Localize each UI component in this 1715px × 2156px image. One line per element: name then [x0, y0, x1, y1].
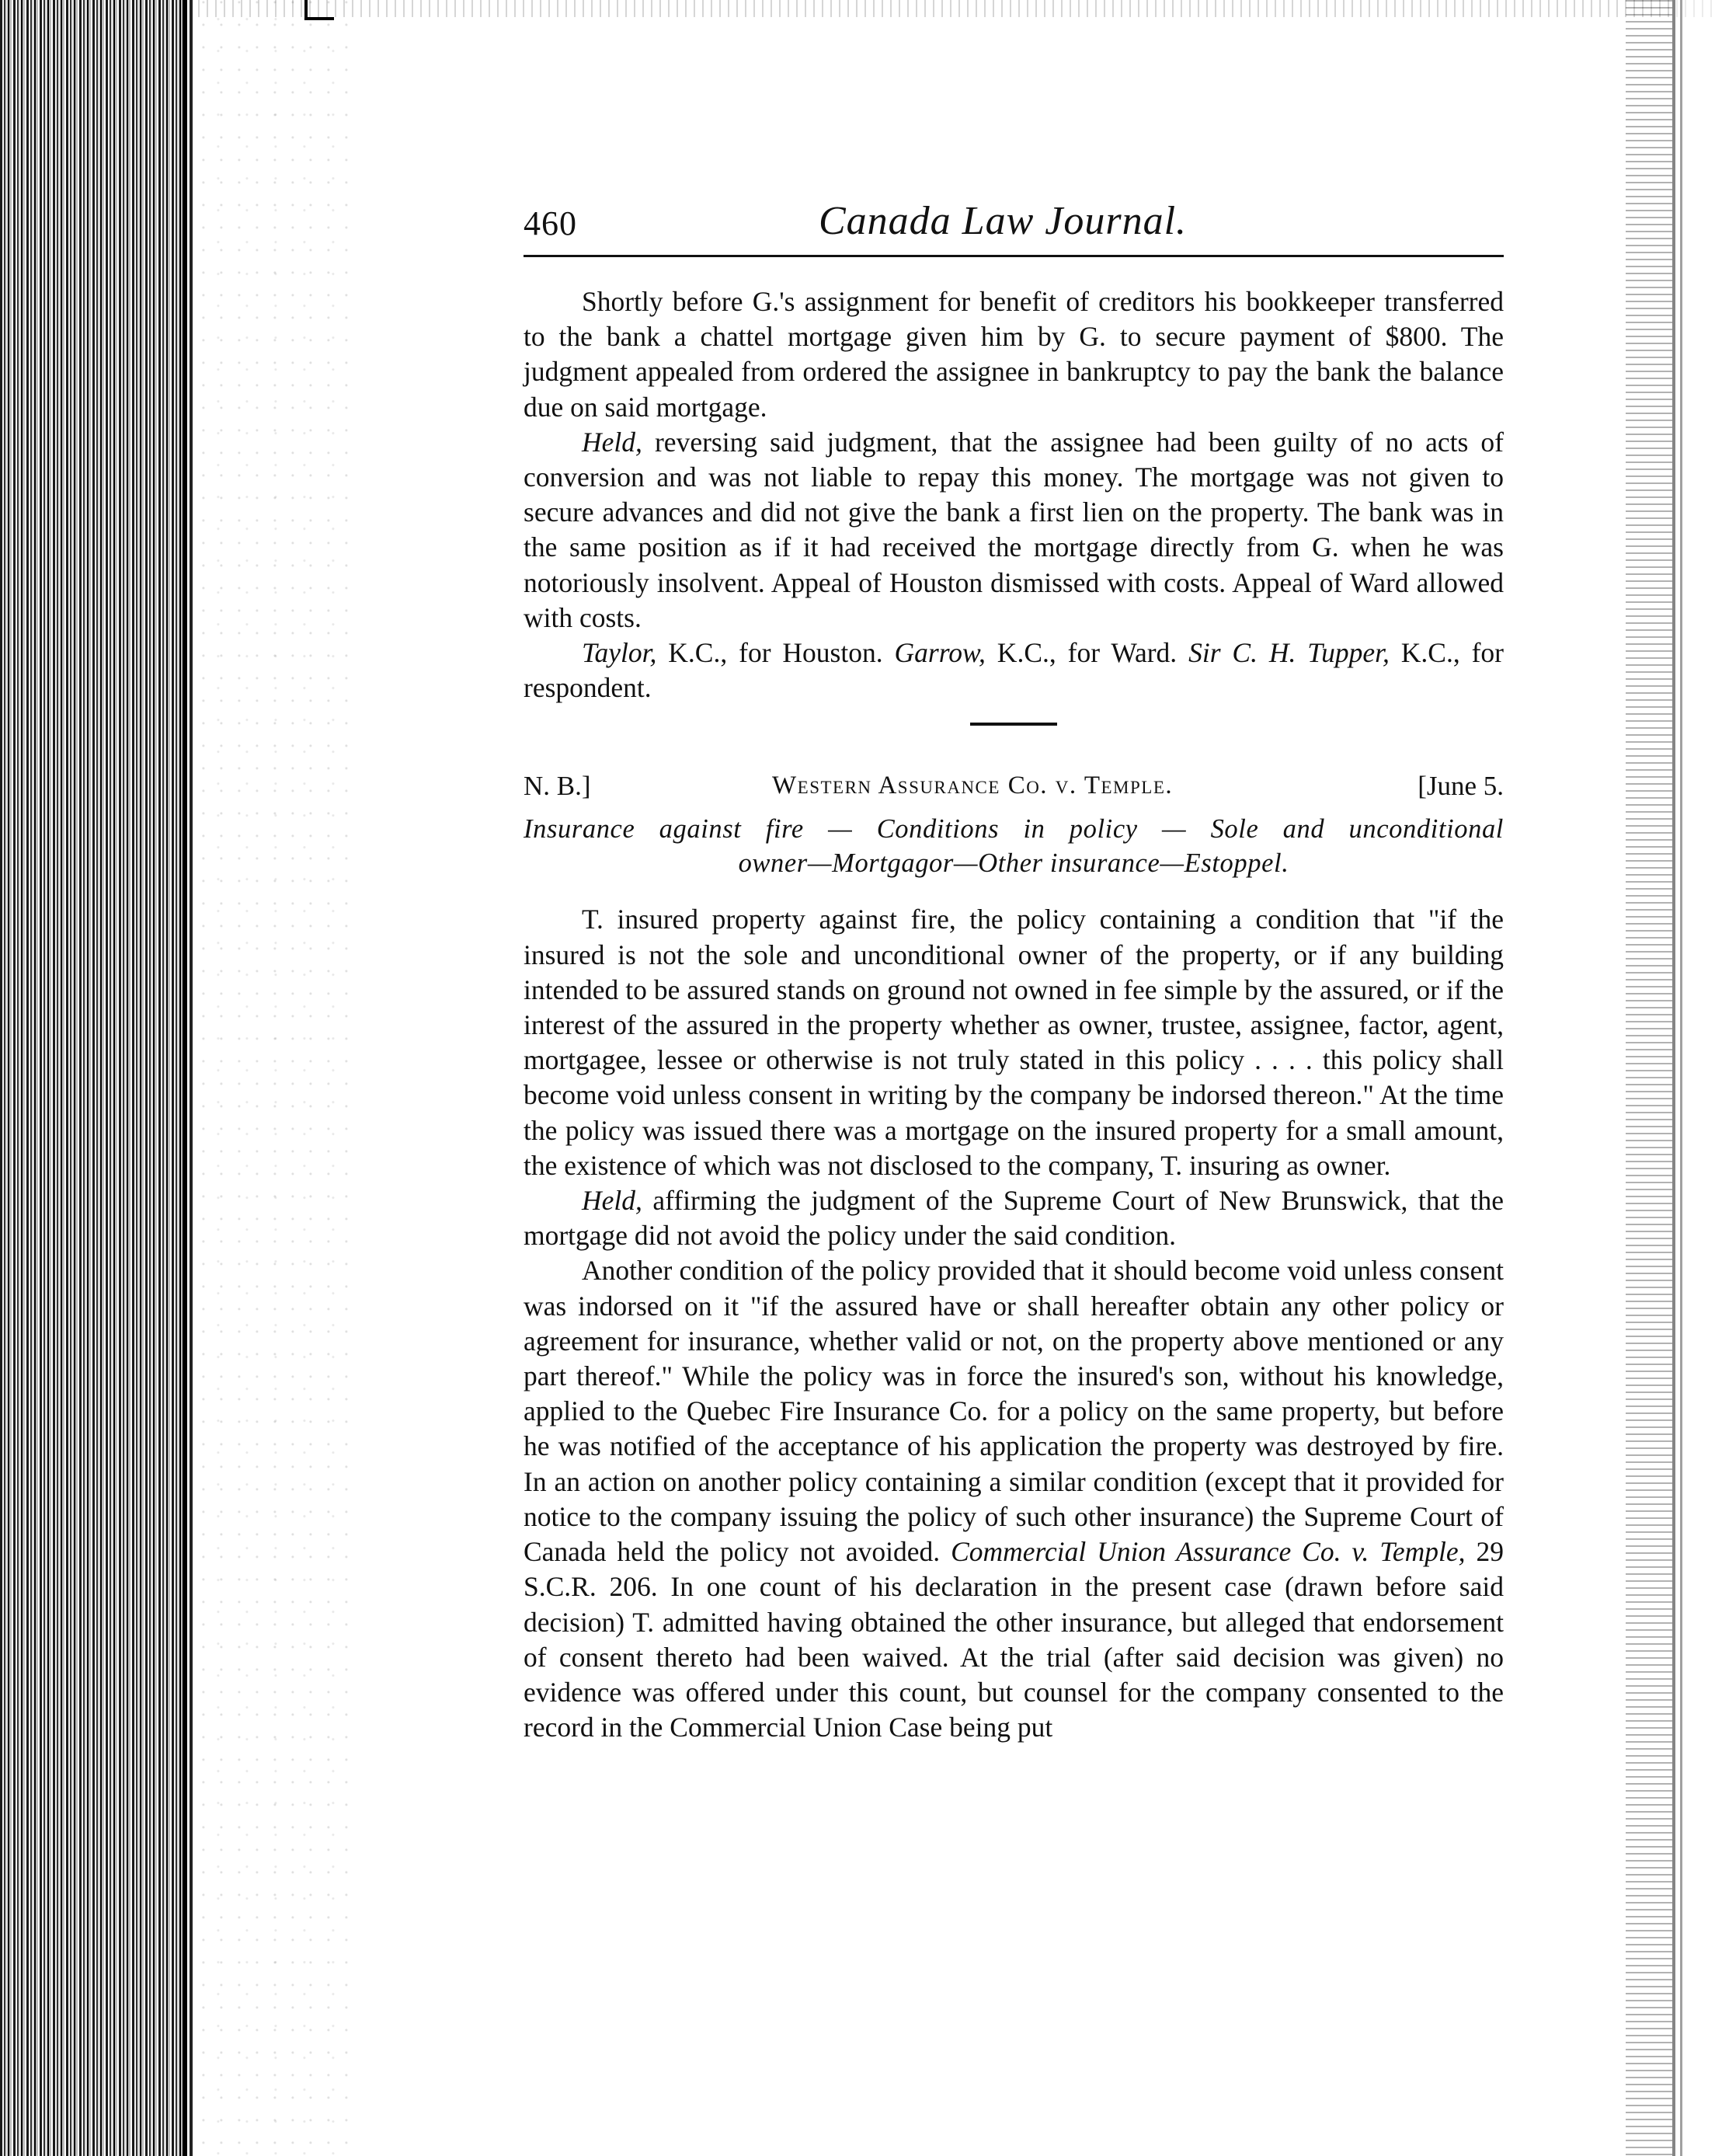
page-right-edge: [1626, 0, 1715, 2156]
page-body: [524, 284, 1504, 1745]
case2-paragraph-held: [524, 1183, 1504, 1253]
counsel-name-1: Taylor,: [582, 637, 657, 669]
case2-name: Western Assurance Co. v. Temple.: [772, 771, 1174, 800]
page-number: 460: [524, 204, 577, 242]
case2-paragraph-facts: T. insured property against fire, the policy containing a condition that "if the insured is not the sole and unconditional owner of the property, or if any building intended to be assured stands on ground not owned in fee simple by the assured, or if the interest of the assured in the property whether as owner, trustee, assignee, factor, agent, mortgagee, lessee or otherwise is not truly stated in this policy . . . . this policy shall become void unless consent in writing by the company be indorsed thereon." At the time the policy was issued there was a mortgage on the insured property for a small amount, the existence of which was not disclosed to the company, T. insuring as owner.: [524, 904, 1504, 1181]
case2-heading: [524, 768, 1504, 804]
case2-condition-text: Another condition of the policy provided that it should become void unless consent was indorsed on it "if the assured have or shall hereafter obtain any other policy or agreement for insurance, whether valid or not, on the property above mentioned or any part thereof." While the policy was in force the insured's son, without his knowledge, applied to the Quebec Fire Insurance Co. for a policy on the same property, but before he was notified of the acceptance of his application the property was destroyed by fire. In an action on another policy containing a similar condition (except that it provided for notice to the company issuing the policy of such other insurance) the Supreme Court of Canada held the policy not avoided.: [524, 1255, 1504, 1568]
counsel-text-3: K.C., for respondent.: [524, 637, 1505, 704]
case2-paragraph-condition: [524, 1253, 1504, 1745]
counsel-name-2: Garrow,: [894, 637, 986, 669]
case2-held-text: affirming the judgment of the Supreme Court of New Brunswick, that the mortgage did not avoid the policy under the said condition.: [524, 1185, 1504, 1252]
case1-held-text: reversing said judgment, that the assignee had been guilty of no acts of conversion and was not liable to repay this money. The mortgage was not given to secure advances and did not give the bank a first lien on the property. The bank was in the same position as if it had received the mortgage directly from G. when he was notoriously insolvent. Appeal of Houston dismissed with costs. Appeal of Ward allowed with costs.: [524, 426, 1505, 633]
case1-counsel: [524, 636, 1504, 705]
header-rule: [524, 255, 1504, 257]
held-label: Held,: [582, 426, 642, 458]
case2-citation: Commercial Union Assurance Co. v. Temple,: [951, 1536, 1466, 1568]
case2-court: N. B.]: [524, 771, 591, 802]
headnote-line-2: owner—Mortgagor—Other insurance—Estoppel.: [738, 848, 1289, 879]
book-binding-edge: [0, 0, 198, 2156]
journal-title: Canada Law Journal.: [819, 199, 1188, 243]
scan-noise: [198, 0, 353, 2156]
journal-page: [524, 194, 1505, 1743]
section-separator: [970, 723, 1057, 726]
page-header: [524, 194, 1504, 249]
headnote-line-1: Insurance against fire — Conditions in policy — Sole and unconditional: [524, 814, 1504, 845]
held-label-2: Held,: [582, 1185, 642, 1217]
counsel-name-3: Sir C. H. Tupper,: [1188, 637, 1390, 669]
case2-headnote: [524, 812, 1504, 880]
case1-paragraph-facts: Shortly before G.'s assignment for benefit of creditors his bookkeeper transferred to the bank a chattel mortgage given him by G. to secure payment of $800. The judgment appealed from ordered the assignee in bankruptcy to pay the bank the balance due on said mortgage.: [524, 286, 1504, 423]
page-top-edge: [198, 0, 1715, 17]
counsel-text-2: K.C., for Ward.: [985, 637, 1189, 669]
case2-condition-text-2: 29 S.C.R. 206. In one count of his declaration in the present case (drawn before said decision) T. admitted having obtained the other insurance, but alleged that endorsement of consent thereto had been waived. At the trial (after said decision was given) no evidence was offered under this count, but counsel for the company consented to the record in the Commercial Union Case being put: [524, 1536, 1504, 1743]
case2-date: [June 5.: [1418, 771, 1504, 802]
corner-mark: [304, 0, 334, 20]
counsel-text-1: K.C., for Houston.: [656, 637, 895, 669]
case1-paragraph-held: [524, 425, 1504, 636]
